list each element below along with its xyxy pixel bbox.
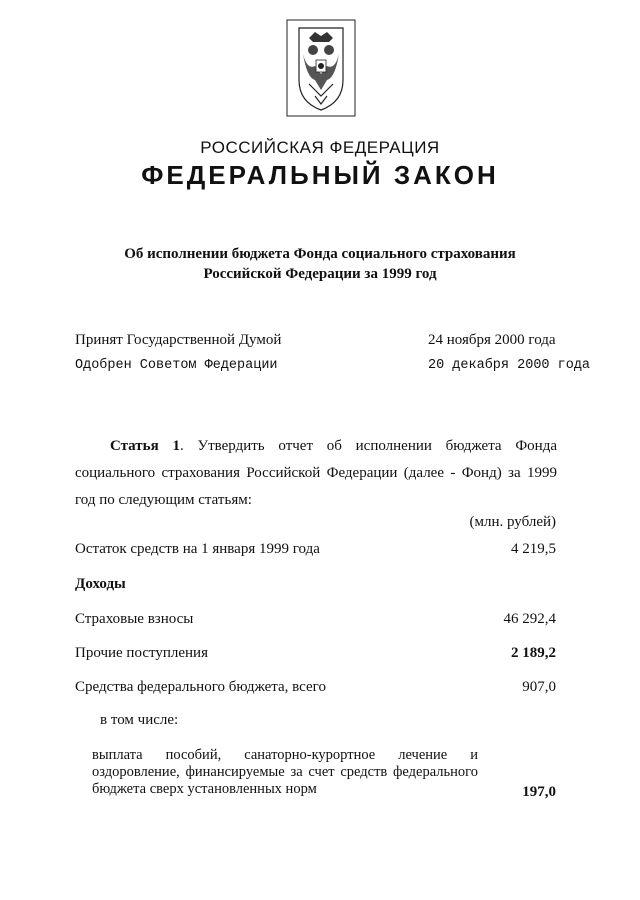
contributions-label: Страховые взносы bbox=[75, 611, 194, 627]
law-type-heading: ФЕДЕРАЛЬНЫЙ ЗАКОН bbox=[141, 160, 499, 190]
balance-label: Остаток средств на 1 января 1999 года bbox=[75, 541, 320, 557]
article1-line2: социального страхования Российской Федерации (далее - Фонд) за 1999 bbox=[75, 465, 557, 481]
adopted-duma-label: Принят Государственной Думой bbox=[75, 332, 282, 348]
income-heading: Доходы bbox=[75, 576, 126, 592]
adopted-duma-date: 24 ноября 2000 года bbox=[428, 332, 556, 348]
other-income-label: Прочие поступления bbox=[75, 645, 208, 661]
contributions-value: 46 292,4 bbox=[503, 611, 556, 627]
document-title-line1: Об исполнении бюджета Фонда социального страхования bbox=[124, 246, 516, 262]
article1-line1: Статья 1. Утвердить отчет об исполнении бюджета Фонда bbox=[110, 438, 557, 454]
federal-budget-value: 907,0 bbox=[522, 679, 556, 695]
federal-budget-label: Средства федерального бюджета, всего bbox=[75, 679, 326, 695]
benefits-value: 197,0 bbox=[522, 784, 556, 800]
coat-of-arms-emblem bbox=[285, 18, 357, 118]
document-title-line2: Российской Федерации за 1999 год bbox=[203, 266, 437, 282]
balance-value: 4 219,5 bbox=[511, 541, 556, 557]
approved-council-date: 20 декабря 2000 года bbox=[428, 358, 591, 373]
document-title bbox=[0, 244, 640, 284]
article1-heading: Статья 1 bbox=[110, 438, 180, 454]
country-heading: РОССИЙСКАЯ ФЕДЕРАЦИЯ bbox=[200, 138, 440, 157]
other-income-value: 2 189,2 bbox=[511, 645, 556, 661]
approved-council-label: Одобрен Советом Федерации bbox=[75, 358, 278, 373]
units-label: (млн. рублей) bbox=[469, 514, 556, 530]
article1-line3: год по следующим статьям: bbox=[75, 492, 252, 508]
including-label: в том числе: bbox=[100, 712, 179, 728]
benefits-text: выплата пособий, санаторно-курортное лечение и оздоровление, финансируемые за счет средств федерального бюджета сверх установленных норм bbox=[92, 747, 478, 797]
